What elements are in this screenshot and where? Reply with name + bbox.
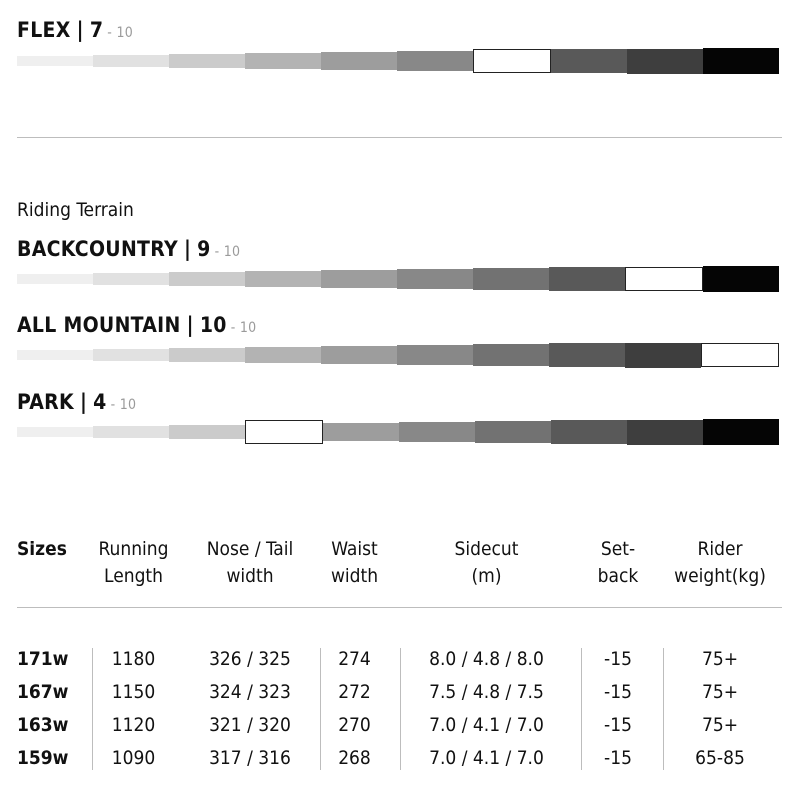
park-separator: |	[79, 390, 88, 414]
cell-waist-width: 270	[338, 714, 371, 736]
cell-size: 171w	[17, 648, 69, 670]
scale-segment	[93, 349, 169, 361]
flex-title	[17, 18, 133, 42]
scale-segment	[397, 51, 473, 71]
scale-segment	[625, 267, 703, 291]
scale-segment	[703, 48, 779, 74]
scale-segment	[169, 54, 245, 68]
scale-segment	[321, 270, 397, 288]
table-row	[17, 709, 782, 742]
table-row	[17, 676, 782, 709]
cell-size: 163w	[17, 714, 69, 736]
scale-segment	[473, 344, 549, 366]
cell-setback: -15	[604, 747, 632, 769]
scale-segment	[245, 271, 321, 287]
all-mountain-max: - 10	[230, 320, 257, 336]
park-title	[17, 390, 136, 414]
cell-setback: -15	[604, 714, 632, 736]
scale-segment	[93, 426, 169, 438]
scale-segment	[473, 49, 551, 73]
table-divider	[17, 607, 782, 608]
scale-segment	[627, 49, 703, 74]
cell-sidecut: 8.0 / 4.8 / 8.0	[429, 648, 544, 670]
cell-setback: -15	[604, 681, 632, 703]
header-setback: Set- back	[597, 538, 639, 587]
scale-segment	[169, 425, 245, 439]
scale-segment	[245, 420, 323, 444]
cell-waist-width: 274	[338, 648, 371, 670]
cell-sidecut: 7.0 / 4.1 / 7.0	[429, 747, 544, 769]
header-rider-weight: Rider weight(kg)	[674, 538, 766, 587]
scale-segment	[17, 427, 93, 437]
scale-segment	[397, 269, 473, 289]
header-sidecut: Sidecut (m)	[454, 538, 519, 587]
park-label: PARK	[17, 390, 74, 414]
scale-segment	[549, 267, 625, 291]
scale-segment	[169, 348, 245, 362]
scale-segment	[551, 420, 627, 444]
scale-segment	[245, 53, 321, 69]
flex-separator: |	[76, 18, 84, 42]
cell-running-length: 1150	[111, 681, 156, 703]
flex-value: 7	[89, 18, 104, 42]
scale-segment	[703, 266, 779, 292]
park-scale	[17, 419, 779, 445]
flex-max: - 10	[107, 25, 134, 41]
flex-scale	[17, 48, 779, 74]
header-waist-width: Waist width	[330, 538, 379, 587]
backcountry-title	[17, 237, 240, 261]
cell-rider-weight: 65-85	[695, 747, 745, 769]
all-mountain-separator: |	[186, 313, 194, 337]
cell-sidecut: 7.5 / 4.8 / 7.5	[429, 681, 544, 703]
scale-segment	[399, 422, 475, 442]
scale-segment	[17, 56, 93, 66]
flex-label: FLEX	[17, 18, 71, 42]
backcountry-label: BACKCOUNTRY	[17, 237, 178, 261]
scale-segment	[473, 268, 549, 290]
cell-rider-weight: 75+	[701, 681, 739, 703]
scale-segment	[627, 420, 703, 445]
scale-segment	[17, 350, 93, 360]
scale-segment	[321, 52, 397, 70]
park-value: 4	[93, 390, 107, 414]
cell-running-length: 1180	[111, 648, 156, 670]
scale-segment	[397, 345, 473, 365]
all-mountain-value: 10	[199, 313, 227, 337]
cell-nose-tail-width: 324 / 323	[209, 681, 291, 703]
cell-rider-weight: 75+	[701, 648, 739, 670]
table-row	[17, 742, 782, 775]
all-mountain-title	[17, 313, 257, 337]
cell-nose-tail-width: 317 / 316	[209, 747, 291, 769]
table-row	[17, 643, 782, 676]
park-max: - 10	[110, 397, 137, 413]
cell-running-length: 1120	[111, 714, 156, 736]
all-mountain-label: ALL MOUNTAIN	[17, 313, 181, 337]
header-nose-tail-width: Nose / Tail width	[206, 538, 294, 587]
scale-segment	[323, 423, 399, 441]
cell-size: 159w	[17, 747, 69, 769]
scale-segment	[93, 273, 169, 285]
cell-setback: -15	[604, 648, 632, 670]
scale-segment	[701, 343, 779, 367]
scale-segment	[321, 346, 397, 364]
header-running-length: Running Length	[98, 538, 169, 587]
all-mountain-scale	[17, 342, 779, 368]
scale-segment	[625, 343, 701, 368]
scale-segment	[475, 421, 551, 443]
scale-segment	[17, 274, 93, 284]
cell-size: 167w	[17, 681, 69, 703]
scale-segment	[551, 49, 627, 73]
riding-terrain-label: Riding Terrain	[17, 199, 134, 221]
cell-running-length: 1090	[111, 747, 156, 769]
scale-segment	[245, 347, 321, 363]
backcountry-max: - 10	[214, 244, 241, 260]
scale-segment	[169, 272, 245, 286]
scale-segment	[703, 419, 779, 445]
spec-table-header	[17, 536, 782, 590]
backcountry-value: 9	[197, 237, 211, 261]
scale-segment	[549, 343, 625, 367]
cell-rider-weight: 75+	[701, 714, 739, 736]
cell-waist-width: 268	[338, 747, 371, 769]
scale-segment	[93, 55, 169, 67]
backcountry-separator: |	[183, 237, 192, 261]
section-divider	[17, 137, 782, 138]
backcountry-scale	[17, 266, 779, 292]
header-sizes: Sizes	[17, 538, 67, 560]
cell-nose-tail-width: 321 / 320	[209, 714, 291, 736]
cell-sidecut: 7.0 / 4.1 / 7.0	[429, 714, 544, 736]
cell-nose-tail-width: 326 / 325	[209, 648, 291, 670]
cell-waist-width: 272	[338, 681, 371, 703]
